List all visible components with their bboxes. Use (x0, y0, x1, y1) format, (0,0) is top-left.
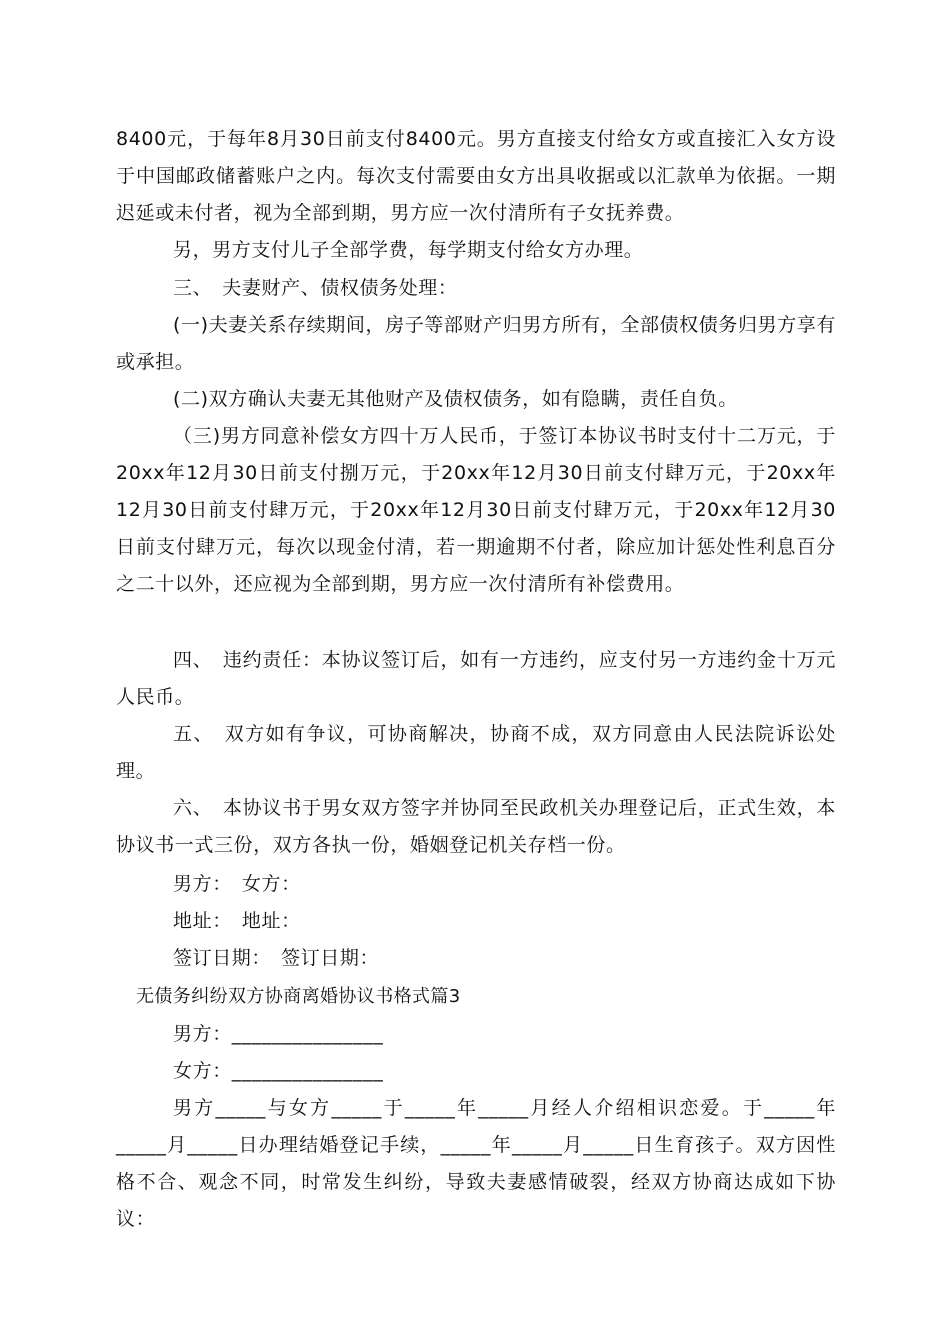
paragraph-liability: 四、 违约责任：本协议签订后，如有一方违约，应支付另一方违约金十万元人民币。 (116, 649, 836, 708)
paragraph-property-2: (二)双方确认夫妻无其他财产及债权债务，如有隐瞒，责任自负。 (173, 388, 738, 410)
paragraph-child-support: 8400元，于每年8月30日前支付8400元。男方直接支付给女方或直接汇入女方设于中国邮政储蓄账户之内。每次支付需要由女方出具收据或以汇款单为依据。一期迟延或未付者，视为全部到期，男方应一次付清所有子女抚养费。 (116, 128, 836, 224)
male-name-field: 男方：_______________ (173, 1023, 384, 1045)
signature-date: 签订日期： 签订日期： (173, 947, 380, 969)
signature-parties: 男方： 女方： (173, 873, 301, 895)
paragraph-intro: 男方_____与女方_____于_____年_____月经人介绍相识恋爱。于_____年_____月_____日办理结婚登记手续，_____年_____月_____日生育孩子。双方因性格不合、观念不同，时常发生纠纷，导致夫妻感情破裂，经双方协商达成如下协议： (116, 1097, 836, 1230)
paragraph-compensation: （三)男方同意补偿女方四十万人民币，于签订本协议书时支付十二万元，于20xx年12月30日前支付捌万元，于20xx年12月30日前支付肆万元，于20xx年12月30日前支付肆万元，于20xx年12月30日前支付肆万元，于20xx年12月30日前支付肆万元，每次以现金付清，若一期逾期不付者，除应加计惩处性利息百分之二十以外，还应视为全部到期，男方应一次付清所有补偿费用。 (116, 425, 836, 595)
paragraph-tuition: 另，男方支付儿子全部学费，每学期支付给女方办理。 (173, 239, 644, 261)
paragraph-effectiveness: 六、 本协议书于男女双方签字并协同至民政机关办理登记后，正式生效，本协议书一式三份，双方各执一份，婚姻登记机关存档一份。 (116, 797, 836, 856)
female-name-field: 女方：_______________ (173, 1060, 384, 1082)
paragraph-dispute: 五、 双方如有争议，可协商解决，协商不成，双方同意由人民法院诉讼处理。 (116, 723, 836, 782)
section-title: 无债务纠纷双方协商离婚协议书格式篇3 (136, 986, 461, 1007)
heading-property-debt: 三、 夫妻财产、债权债务处理： (173, 277, 458, 299)
paragraph-property-1: (一)夫妻关系存续期间，房子等部财产归男方所有，全部债权债务归男方享有或承担。 (116, 314, 836, 373)
signature-address: 地址： 地址： (173, 910, 301, 932)
